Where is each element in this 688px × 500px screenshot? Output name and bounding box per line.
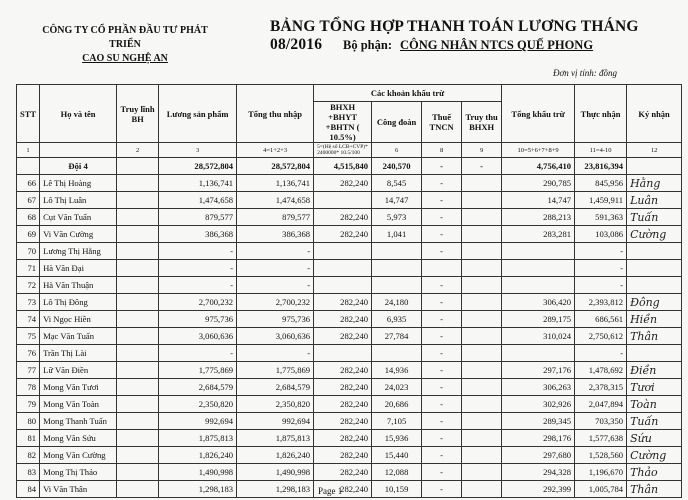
cell-income: - bbox=[237, 243, 314, 260]
cell-sign: Hằng bbox=[627, 175, 682, 192]
group-product: 28,572,804 bbox=[159, 158, 237, 175]
cell-ins: 282,240 bbox=[314, 379, 372, 396]
cell-collect bbox=[462, 243, 502, 260]
cell-income: 386,368 bbox=[237, 226, 314, 243]
cell-bh bbox=[117, 192, 159, 209]
cell-union: 6,935 bbox=[372, 311, 422, 328]
header-name: Họ và tên bbox=[40, 85, 117, 143]
cell-ins bbox=[314, 260, 372, 277]
index-row bbox=[17, 143, 682, 158]
cell-union: 12,088 bbox=[372, 464, 422, 481]
cell-income: 2,700,232 bbox=[237, 294, 314, 311]
table-row bbox=[17, 396, 682, 413]
cell-name: Lê Thị Hoàng bbox=[40, 175, 117, 192]
cell-tax: - bbox=[422, 175, 462, 192]
cell-total: 302,926 bbox=[502, 396, 575, 413]
cell-stt: 74 bbox=[17, 311, 40, 328]
cell-union bbox=[372, 260, 422, 277]
cell-net: 686,561 bbox=[575, 311, 627, 328]
cell-stt: 82 bbox=[17, 447, 40, 464]
payroll-table bbox=[16, 84, 682, 498]
cell-union: 24,180 bbox=[372, 294, 422, 311]
cell-union: 8,545 bbox=[372, 175, 422, 192]
cell-total: 306,420 bbox=[502, 294, 575, 311]
cell-product: 2,350,820 bbox=[159, 396, 237, 413]
cell-stt: 67 bbox=[17, 192, 40, 209]
table-row bbox=[17, 345, 682, 362]
cell-name: Vi Văn Thân bbox=[40, 481, 117, 498]
cell-collect bbox=[462, 464, 502, 481]
group-income: 28,572,804 bbox=[237, 158, 314, 175]
cell-ins bbox=[314, 277, 372, 294]
cell-stt: 76 bbox=[17, 345, 40, 362]
cell-net: 1,005,784 bbox=[575, 481, 627, 498]
cell-net: 1,478,692 bbox=[575, 362, 627, 379]
cell-total: 294,328 bbox=[502, 464, 575, 481]
cell-stt: 77 bbox=[17, 362, 40, 379]
cell-tax: - bbox=[422, 311, 462, 328]
cell-bh bbox=[117, 243, 159, 260]
cell-collect bbox=[462, 345, 502, 362]
cell-product: 1,136,741 bbox=[159, 175, 237, 192]
table-row bbox=[17, 192, 682, 209]
cell-name: Mong Văn Tươi bbox=[40, 379, 117, 396]
cell-product: 1,875,813 bbox=[159, 430, 237, 447]
cell-income: 1,490,998 bbox=[237, 464, 314, 481]
cell-net: 2,393,812 bbox=[575, 294, 627, 311]
cell-name: Mong Văn Cường bbox=[40, 447, 117, 464]
cell-bh bbox=[117, 209, 159, 226]
cell-tax: - bbox=[422, 226, 462, 243]
header-net: Thực nhận bbox=[575, 85, 627, 143]
cell-name: Lương Thị Hằng bbox=[40, 243, 117, 260]
index-cell: 6 bbox=[372, 143, 422, 158]
cell-total: 283,281 bbox=[502, 226, 575, 243]
company-name: CÔNG TY CỔ PHẦN ĐẦU TƯ PHÁT TRIỂN bbox=[42, 25, 208, 50]
cell-bh bbox=[117, 294, 159, 311]
cell-ins: 282,240 bbox=[314, 328, 372, 345]
cell-ins: 282,240 bbox=[314, 430, 372, 447]
cell-tax: - bbox=[422, 413, 462, 430]
cell-net: 1,577,638 bbox=[575, 430, 627, 447]
cell-sign: Tuấn bbox=[627, 209, 682, 226]
cell-total: 290,785 bbox=[502, 175, 575, 192]
cell-name: Mong Thị Thảo bbox=[40, 464, 117, 481]
cell-product: 1,298,183 bbox=[159, 481, 237, 498]
cell-product: - bbox=[159, 345, 237, 362]
cell-sign: Cường bbox=[627, 447, 682, 464]
cell-ins: 282,240 bbox=[314, 209, 372, 226]
cell-product: 386,368 bbox=[159, 226, 237, 243]
cell-net: - bbox=[575, 345, 627, 362]
cell-stt: 83 bbox=[17, 464, 40, 481]
cell-bh bbox=[117, 345, 159, 362]
cell-tax: - bbox=[422, 430, 462, 447]
cell-product: 1,490,998 bbox=[159, 464, 237, 481]
cell-stt: 69 bbox=[17, 226, 40, 243]
cell-net: 2,047,894 bbox=[575, 396, 627, 413]
cell-union: 7,105 bbox=[372, 413, 422, 430]
header-stt: STT bbox=[17, 85, 40, 143]
cell-name: Mong Văn Sứu bbox=[40, 430, 117, 447]
table-row bbox=[17, 362, 682, 379]
cell-bh bbox=[117, 413, 159, 430]
cell-collect bbox=[462, 294, 502, 311]
cell-total bbox=[502, 345, 575, 362]
cell-income: 992,694 bbox=[237, 413, 314, 430]
group-total-row bbox=[17, 158, 682, 175]
cell-tax: - bbox=[422, 345, 462, 362]
cell-income: 1,775,869 bbox=[237, 362, 314, 379]
cell-ins: 282,240 bbox=[314, 311, 372, 328]
header-insurance: BHXH +BHYT +BHTN ( 10.5%) bbox=[314, 102, 372, 143]
cell-sign: Sứu bbox=[627, 430, 682, 447]
cell-bh bbox=[117, 396, 159, 413]
cell-product: - bbox=[159, 260, 237, 277]
cell-total: 297,680 bbox=[502, 447, 575, 464]
cell-union: 15,440 bbox=[372, 447, 422, 464]
cell-sign: Luân bbox=[627, 192, 682, 209]
cell-name: Lữ Văn Điền bbox=[40, 362, 117, 379]
cell-total: 289,175 bbox=[502, 311, 575, 328]
cell-total: 289,345 bbox=[502, 413, 575, 430]
cell-tax bbox=[422, 260, 462, 277]
group-name: Đội 4 bbox=[40, 158, 117, 175]
cell-sign: Cường bbox=[627, 226, 682, 243]
cell-tax: - bbox=[422, 328, 462, 345]
cell-income: 3,060,636 bbox=[237, 328, 314, 345]
cell-collect bbox=[462, 192, 502, 209]
cell-sign bbox=[627, 345, 682, 362]
cell-net: 845,956 bbox=[575, 175, 627, 192]
cell-product: 1,775,869 bbox=[159, 362, 237, 379]
cell-union: 15,936 bbox=[372, 430, 422, 447]
cell-net: 1,196,670 bbox=[575, 464, 627, 481]
table-row bbox=[17, 430, 682, 447]
document-title: BẢNG TỔNG HỢP THANH TOÁN LƯƠNG THÁNG 08/2016 bbox=[270, 18, 639, 53]
company-header bbox=[30, 24, 220, 66]
table-row bbox=[17, 226, 682, 243]
cell-union: 24,023 bbox=[372, 379, 422, 396]
table-row bbox=[17, 311, 682, 328]
cell-income: - bbox=[237, 260, 314, 277]
cell-tax: - bbox=[422, 464, 462, 481]
cell-tax: - bbox=[422, 192, 462, 209]
cell-ins: 282,240 bbox=[314, 362, 372, 379]
table-row bbox=[17, 175, 682, 192]
cell-tax: - bbox=[422, 379, 462, 396]
cell-product: 3,060,636 bbox=[159, 328, 237, 345]
cell-income: 1,298,183 bbox=[237, 481, 314, 498]
cell-collect bbox=[462, 175, 502, 192]
cell-tax: - bbox=[422, 209, 462, 226]
cell-bh bbox=[117, 464, 159, 481]
cell-stt: 79 bbox=[17, 396, 40, 413]
cell-collect bbox=[462, 209, 502, 226]
index-cell: 5=(Hệ số LCB+CVP)* 2400000* 10.5/100 bbox=[314, 143, 372, 158]
table-row bbox=[17, 209, 682, 226]
header-bh: Truy lĩnh BH bbox=[117, 85, 159, 143]
cell-tax: - bbox=[422, 481, 462, 498]
cell-sign: Toàn bbox=[627, 396, 682, 413]
cell-stt: 75 bbox=[17, 328, 40, 345]
department-line bbox=[343, 38, 593, 53]
cell-collect bbox=[462, 396, 502, 413]
cell-total bbox=[502, 277, 575, 294]
cell-sign bbox=[627, 260, 682, 277]
cell-product: 879,577 bbox=[159, 209, 237, 226]
cell-income: 1,474,658 bbox=[237, 192, 314, 209]
cell-total: 14,747 bbox=[502, 192, 575, 209]
group-total: 4,756,410 bbox=[502, 158, 575, 175]
cell-product: 1,826,240 bbox=[159, 447, 237, 464]
cell-sign: Hiền bbox=[627, 311, 682, 328]
cell-ins: 282,240 bbox=[314, 396, 372, 413]
cell-name: Hà Văn Đại bbox=[40, 260, 117, 277]
page-number: Page 1 bbox=[318, 486, 343, 496]
cell-sign bbox=[627, 277, 682, 294]
cell-union: 1,041 bbox=[372, 226, 422, 243]
cell-sign: Tuấn bbox=[627, 413, 682, 430]
cell-union bbox=[372, 243, 422, 260]
table-row bbox=[17, 328, 682, 345]
cell-union: 5,973 bbox=[372, 209, 422, 226]
cell-income: 879,577 bbox=[237, 209, 314, 226]
cell-ins bbox=[314, 243, 372, 260]
table-row bbox=[17, 464, 682, 481]
cell-name: Vi Ngọc Hiền bbox=[40, 311, 117, 328]
cell-income: 1,875,813 bbox=[237, 430, 314, 447]
cell-income: 1,826,240 bbox=[237, 447, 314, 464]
cell-net: 703,350 bbox=[575, 413, 627, 430]
table-row bbox=[17, 413, 682, 430]
cell-bh bbox=[117, 277, 159, 294]
cell-product: 2,700,232 bbox=[159, 294, 237, 311]
cell-union bbox=[372, 277, 422, 294]
cell-union: 14,936 bbox=[372, 362, 422, 379]
group-collect: - bbox=[462, 158, 502, 175]
header-union: Công đoàn bbox=[372, 102, 422, 143]
header-sign: Ký nhận bbox=[627, 85, 682, 143]
cell-sign bbox=[627, 243, 682, 260]
table-row bbox=[17, 481, 682, 498]
header-total: Tổng khấu trừ bbox=[502, 85, 575, 143]
cell-stt: 81 bbox=[17, 430, 40, 447]
cell-collect bbox=[462, 379, 502, 396]
cell-ins: 282,240 bbox=[314, 294, 372, 311]
cell-collect bbox=[462, 328, 502, 345]
cell-total: 297,176 bbox=[502, 362, 575, 379]
cell-sign: Thảo bbox=[627, 464, 682, 481]
cell-tax: - bbox=[422, 396, 462, 413]
table-row bbox=[17, 260, 682, 277]
cell-collect bbox=[462, 260, 502, 277]
cell-sign: Thân bbox=[627, 328, 682, 345]
cell-product: 992,694 bbox=[159, 413, 237, 430]
cell-stt: 73 bbox=[17, 294, 40, 311]
cell-name: Cụt Văn Tuấn bbox=[40, 209, 117, 226]
cell-product: - bbox=[159, 277, 237, 294]
cell-net: 103,086 bbox=[575, 226, 627, 243]
cell-stt: 72 bbox=[17, 277, 40, 294]
cell-stt: 78 bbox=[17, 379, 40, 396]
cell-stt: 68 bbox=[17, 209, 40, 226]
table-row bbox=[17, 243, 682, 260]
cell-name: Mạc Văn Tuấn bbox=[40, 328, 117, 345]
cell-union: 14,747 bbox=[372, 192, 422, 209]
header-product: Lương sản phẩm bbox=[159, 85, 237, 143]
header-deductions: Các khoản khấu trừ bbox=[314, 85, 502, 102]
cell-income: 2,684,579 bbox=[237, 379, 314, 396]
cell-income: 2,350,820 bbox=[237, 396, 314, 413]
cell-sign: Điền bbox=[627, 362, 682, 379]
cell-income: 1,136,741 bbox=[237, 175, 314, 192]
cell-net: 1,528,560 bbox=[575, 447, 627, 464]
cell-bh bbox=[117, 328, 159, 345]
cell-stt: 66 bbox=[17, 175, 40, 192]
cell-net: 1,459,911 bbox=[575, 192, 627, 209]
table-row bbox=[17, 294, 682, 311]
cell-union: 10,159 bbox=[372, 481, 422, 498]
cell-tax: - bbox=[422, 447, 462, 464]
cell-ins: 282,240 bbox=[314, 447, 372, 464]
cell-product: 975,736 bbox=[159, 311, 237, 328]
index-cell: 11=4-10 bbox=[575, 143, 627, 158]
index-cell: 8 bbox=[422, 143, 462, 158]
cell-net: - bbox=[575, 243, 627, 260]
cell-tax: - bbox=[422, 243, 462, 260]
group-net: 23,816,394 bbox=[575, 158, 627, 175]
cell-union bbox=[372, 345, 422, 362]
cell-income: - bbox=[237, 277, 314, 294]
cell-collect bbox=[462, 447, 502, 464]
cell-stt: 71 bbox=[17, 260, 40, 277]
group-insurance: 4,515,840 bbox=[314, 158, 372, 175]
currency-unit: Đơn vị tính: đồng bbox=[553, 68, 618, 78]
header-tax: Thuế TNCN bbox=[422, 102, 462, 143]
cell-income: - bbox=[237, 345, 314, 362]
cell-stt: 84 bbox=[17, 481, 40, 498]
cell-name: Lô Thị Đông bbox=[40, 294, 117, 311]
cell-sign: Thân bbox=[627, 481, 682, 498]
cell-total bbox=[502, 243, 575, 260]
cell-ins bbox=[314, 345, 372, 362]
cell-net: 2,750,612 bbox=[575, 328, 627, 345]
index-cell: 9 bbox=[462, 143, 502, 158]
cell-bh bbox=[117, 226, 159, 243]
cell-income: 975,736 bbox=[237, 311, 314, 328]
cell-tax: - bbox=[422, 294, 462, 311]
cell-total bbox=[502, 260, 575, 277]
cell-ins: 282,240 bbox=[314, 481, 372, 498]
company-subname: CAO SU NGHỆ AN bbox=[82, 53, 168, 64]
cell-collect bbox=[462, 413, 502, 430]
cell-net: 591,363 bbox=[575, 209, 627, 226]
cell-bh bbox=[117, 311, 159, 328]
table-row bbox=[17, 447, 682, 464]
cell-collect bbox=[462, 362, 502, 379]
cell-ins: 282,240 bbox=[314, 464, 372, 481]
cell-total: 298,176 bbox=[502, 430, 575, 447]
cell-union: 27,784 bbox=[372, 328, 422, 345]
cell-bh bbox=[117, 379, 159, 396]
cell-total: 292,399 bbox=[502, 481, 575, 498]
cell-ins bbox=[314, 192, 372, 209]
header-income: Tổng thu nhập bbox=[237, 85, 314, 143]
group-tax: - bbox=[422, 158, 462, 175]
cell-total: 310,024 bbox=[502, 328, 575, 345]
cell-product: - bbox=[159, 243, 237, 260]
cell-collect bbox=[462, 481, 502, 498]
cell-ins: 282,240 bbox=[314, 413, 372, 430]
cell-collect bbox=[462, 430, 502, 447]
cell-bh bbox=[117, 447, 159, 464]
cell-stt: 80 bbox=[17, 413, 40, 430]
cell-name: Vi Văn Cường bbox=[40, 226, 117, 243]
cell-bh bbox=[117, 175, 159, 192]
cell-name: Mong Thanh Tuấn bbox=[40, 413, 117, 430]
cell-stt: 70 bbox=[17, 243, 40, 260]
group-union: 240,570 bbox=[372, 158, 422, 175]
cell-net: - bbox=[575, 277, 627, 294]
cell-product: 1,474,658 bbox=[159, 192, 237, 209]
cell-total: 306,263 bbox=[502, 379, 575, 396]
index-cell: 2 bbox=[117, 143, 159, 158]
cell-tax: - bbox=[422, 277, 462, 294]
cell-net: - bbox=[575, 260, 627, 277]
cell-name: Trần Thị Lài bbox=[40, 345, 117, 362]
index-cell: 1 bbox=[17, 143, 40, 158]
cell-sign: Tươi bbox=[627, 379, 682, 396]
department-value: CÔNG NHÂN NTCS QUẾ PHONG bbox=[399, 38, 594, 52]
index-cell: 4=1+2+3 bbox=[237, 143, 314, 158]
table-row bbox=[17, 379, 682, 396]
cell-name: Hà Văn Thuận bbox=[40, 277, 117, 294]
cell-net: 2,378,315 bbox=[575, 379, 627, 396]
department-label: Bộ phận: bbox=[343, 38, 392, 52]
table-row bbox=[17, 277, 682, 294]
index-cell: 10=5+6+7+8+9 bbox=[502, 143, 575, 158]
cell-name: Mong Văn Toàn bbox=[40, 396, 117, 413]
cell-bh bbox=[117, 362, 159, 379]
cell-collect bbox=[462, 226, 502, 243]
cell-bh bbox=[117, 430, 159, 447]
cell-bh bbox=[117, 481, 159, 498]
header-collect: Truy thu BHXH bbox=[462, 102, 502, 143]
cell-product: 2,684,579 bbox=[159, 379, 237, 396]
index-cell: 3 bbox=[159, 143, 237, 158]
cell-collect bbox=[462, 311, 502, 328]
cell-name: Lô Thị Luân bbox=[40, 192, 117, 209]
cell-ins: 282,240 bbox=[314, 226, 372, 243]
cell-total: 288,213 bbox=[502, 209, 575, 226]
cell-union: 20,686 bbox=[372, 396, 422, 413]
cell-collect bbox=[462, 277, 502, 294]
cell-tax: - bbox=[422, 362, 462, 379]
cell-bh bbox=[117, 260, 159, 277]
cell-sign: Đông bbox=[627, 294, 682, 311]
index-cell: 12 bbox=[627, 143, 682, 158]
cell-ins: 282,240 bbox=[314, 175, 372, 192]
